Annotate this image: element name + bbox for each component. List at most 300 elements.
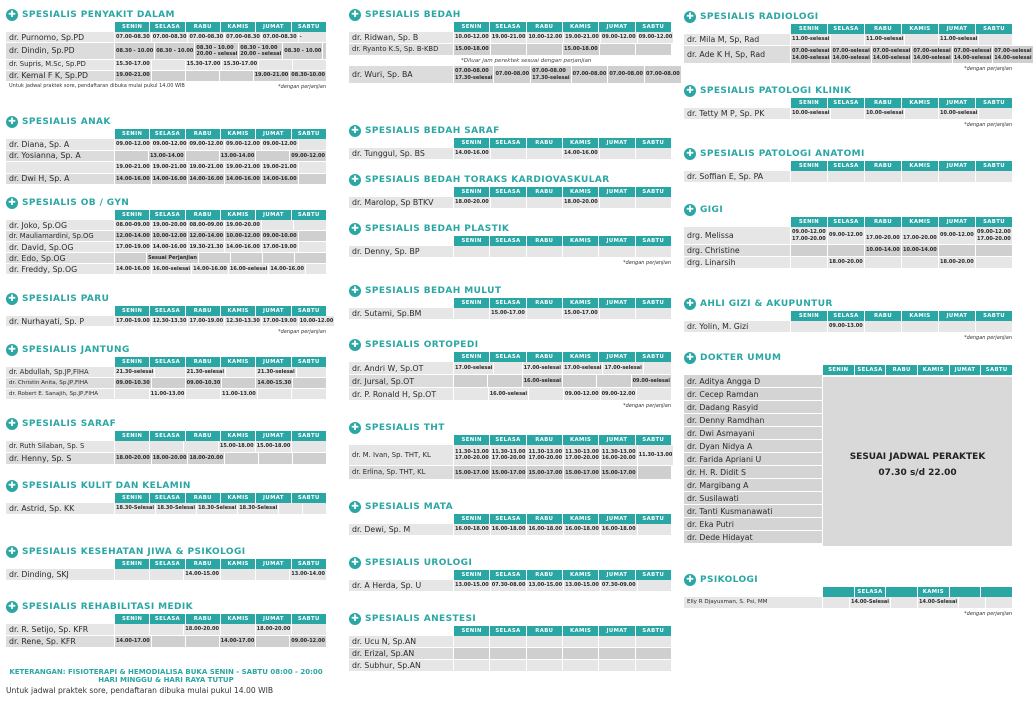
- section-title: SPESIALIS PENYAKIT DALAM: [22, 9, 175, 20]
- schedule-time: [226, 456, 257, 461]
- schedule-cell: [290, 569, 326, 580]
- day-header-0: SENIN: [454, 570, 489, 580]
- day-header-spacer: [6, 306, 114, 316]
- schedule-table: [349, 308, 671, 320]
- schedule-cell: [638, 445, 674, 465]
- day-header-3: KAMIS: [221, 210, 255, 220]
- schedule-time: [491, 651, 524, 656]
- schedule-cell: [256, 367, 295, 377]
- schedule-time: [300, 234, 325, 239]
- day-header-1: SELASA: [828, 217, 864, 227]
- day-header-3: KAMIS: [221, 22, 255, 32]
- schedule-cell: [293, 60, 326, 70]
- schedule-time: [866, 260, 900, 265]
- schedule-cell: [959, 597, 985, 608]
- schedule-time: [495, 366, 520, 371]
- day-header-1: SELASA: [828, 311, 864, 321]
- day-header-2: RABU: [527, 138, 562, 148]
- section-title: SPESIALIS SARAF: [22, 418, 117, 429]
- day-header-1: SELASA: [150, 493, 184, 503]
- doctor-name: dr. M. Ivan, Sp. THT, KL: [349, 445, 453, 465]
- schedule-time: 15.00-17.00: [491, 469, 526, 476]
- schedule-time: [116, 572, 148, 577]
- day-header-3: KAMIS: [918, 587, 949, 597]
- schedule-cell: [564, 524, 600, 535]
- schedule-cell: [115, 441, 149, 452]
- schedule-time: [296, 256, 325, 261]
- schedule-cell: [976, 321, 1012, 332]
- schedule-time: 14.00-16.00: [564, 150, 598, 157]
- schedule-table: [684, 34, 1032, 64]
- day-header-spacer: [6, 22, 114, 32]
- schedule-cell: [638, 466, 671, 479]
- note-row: [684, 64, 1012, 73]
- schedule-cell: [636, 636, 671, 647]
- day-header-3: KAMIS: [221, 614, 255, 624]
- table-row: [349, 148, 671, 160]
- day-header-spacer: [6, 210, 114, 220]
- doctor-name: dr. A Herda, Sp. U: [349, 580, 453, 591]
- schedule-time: 11.30-13.00: [638, 451, 673, 458]
- schedule-table: [6, 139, 326, 185]
- day-header-1: SELASA: [150, 129, 184, 139]
- schedule-cell: [597, 375, 630, 387]
- schedule-cell: [186, 636, 219, 647]
- doctor-name: dr. Soffian E, Sp. PA: [684, 171, 790, 182]
- schedule-time: 17.30-selesai: [455, 74, 493, 81]
- schedule-time: 14.00-15.30: [257, 379, 292, 386]
- schedule-cell: [454, 466, 490, 479]
- section-kulit: [6, 479, 326, 515]
- schedule-time: 09.00-12.00: [262, 141, 297, 148]
- schedule-cell: [638, 524, 671, 535]
- schedule-time: 08.30-10.00: [291, 72, 326, 79]
- schedule-time: 13.00-14.00: [220, 152, 255, 159]
- schedule-cell: [299, 32, 326, 42]
- schedule-time: 10.00-12.00: [455, 34, 489, 41]
- day-header-2: RABU: [186, 431, 220, 441]
- schedule-time: [601, 311, 634, 316]
- section-header: [6, 479, 326, 492]
- schedule-cell: [638, 32, 674, 43]
- schedule-time: 09.00-selesai: [632, 377, 670, 384]
- note-right: *dengan perjanjian: [964, 611, 1012, 617]
- schedule-time: 14.00-16.00: [262, 175, 297, 182]
- day-header-1: SELASA: [490, 138, 525, 148]
- schedule-cell: [527, 466, 563, 479]
- table-row: [349, 44, 671, 56]
- schedule-cell: [491, 445, 527, 465]
- schedule-time: 18.00-20.00: [940, 259, 974, 266]
- day-header-4: JUMAT: [256, 129, 290, 139]
- day-header-2: RABU: [186, 22, 220, 32]
- day-header-4: JUMAT: [599, 514, 634, 524]
- schedule-cell: [599, 246, 634, 257]
- day-header-4: JUMAT: [599, 435, 634, 445]
- section-header: [349, 556, 671, 569]
- schedule-time: [940, 324, 974, 329]
- schedule-time: [492, 151, 525, 156]
- schedule-time: 09.00-12.00: [792, 229, 826, 236]
- table-row: [6, 60, 326, 71]
- doctor-name: dr. Ruth Silaban, Sp. S: [6, 441, 114, 452]
- schedule-time: [528, 249, 561, 254]
- schedule-cell: [299, 174, 326, 185]
- schedule-time: [639, 470, 670, 475]
- schedule-time: 12.30-13.30: [152, 317, 187, 324]
- day-header-0: SENIN: [791, 311, 827, 321]
- doctor-name: dr. Subhur, Sp.AN: [349, 660, 453, 671]
- table-row: [6, 162, 326, 174]
- schedule-cell: [292, 389, 326, 399]
- medical-cross-icon: ✚: [6, 293, 18, 305]
- day-header-row: [349, 352, 671, 362]
- table-row: [6, 624, 326, 636]
- schedule-cell: [147, 253, 198, 263]
- schedule-time: 17.00-selesai: [604, 364, 642, 371]
- schedule-cell: [527, 445, 563, 465]
- doctor-name: dr. Kemal F K, Sp.PD: [6, 71, 114, 81]
- medical-cross-icon: ✚: [349, 223, 361, 235]
- schedule-cell: [563, 375, 596, 387]
- day-header-spacer: [349, 626, 453, 636]
- section-title: AHLI GIZI & AKUPUNTUR: [700, 298, 833, 309]
- day-header-2: RABU: [527, 298, 562, 308]
- schedule-time: 07.00-08.00: [646, 71, 680, 78]
- schedule-cell: [527, 524, 563, 535]
- schedule-cell: [953, 46, 992, 63]
- day-header-2: RABU: [186, 614, 220, 624]
- schedule-cell: [184, 624, 220, 635]
- schedule-cell: [152, 636, 185, 647]
- schedule-cell: [636, 246, 671, 257]
- schedule-time: [600, 651, 633, 656]
- medical-cross-icon: ✚: [684, 298, 696, 310]
- day-header-row: [6, 493, 326, 503]
- schedule-cell: [188, 316, 224, 326]
- note-row: [684, 609, 1012, 618]
- schedule-cell: [976, 245, 1012, 256]
- keterangan-line-1: KETERANGAN: FISIOTERAPI & HEMODIALISA BUKA SENIN - SABTU 08:00 - 20:00: [9, 668, 323, 676]
- schedule-time: 17.00-20.00: [528, 455, 563, 462]
- schedule-cell: [454, 660, 489, 671]
- day-header-3: KAMIS: [563, 514, 598, 524]
- schedule-time: [528, 311, 561, 316]
- schedule-cell: [256, 636, 289, 647]
- schedule-time: 16.00-selesai: [229, 265, 268, 272]
- day-header-3: KAMIS: [902, 217, 938, 227]
- schedule-time: 09.00-12.00: [977, 229, 1011, 236]
- day-header-row: [349, 22, 671, 32]
- schedule-time: 07.00-08.30: [116, 33, 150, 40]
- section-header: [6, 115, 326, 128]
- day-header-spacer: [684, 365, 822, 375]
- day-header-5: SABTU: [981, 365, 1012, 375]
- schedule-time: 18.30-Selesai: [157, 505, 196, 512]
- schedule-time: [156, 370, 183, 375]
- schedule-table: [6, 503, 326, 515]
- schedule-cell: [636, 660, 671, 671]
- schedule-time: 15.00-17.00: [564, 310, 598, 317]
- umum-box-line-1: SESUAI JADWAL PERAKTEK: [849, 452, 986, 462]
- schedule-cell: [150, 624, 184, 635]
- schedule-cell: [979, 34, 1012, 45]
- schedule-cell: [150, 569, 184, 580]
- day-header-4: JUMAT: [599, 570, 634, 580]
- day-header-row: [684, 161, 1012, 171]
- section-header: [349, 421, 671, 434]
- schedule-cell: [531, 66, 570, 83]
- section-umum: [684, 351, 1012, 544]
- table-row: [349, 466, 671, 480]
- schedule-cell: [600, 308, 635, 319]
- schedule-cell: [219, 441, 255, 452]
- schedule-cell: [564, 445, 600, 465]
- medical-cross-icon: ✚: [684, 352, 696, 364]
- section-obgyn: [6, 196, 326, 275]
- schedule-time: [232, 256, 261, 261]
- schedule-time: Sesuai Perjanjian: [148, 254, 197, 261]
- doctor-name: dr. Dinding, SKJ: [6, 569, 114, 580]
- schedule-time: 20.00 - selesai: [196, 50, 238, 57]
- schedule-time: 15.00-17.00: [491, 310, 525, 317]
- schedule-time: [492, 200, 525, 205]
- day-header-2: RABU: [186, 493, 220, 503]
- schedule-cell: [294, 220, 326, 230]
- schedule-time: [528, 200, 561, 205]
- schedule-cell: [115, 242, 151, 252]
- schedule-cell: [239, 43, 282, 59]
- schedule-cell: [563, 197, 599, 208]
- schedule-time: 19.00-20.00: [226, 221, 260, 228]
- table-row: [684, 34, 1012, 46]
- schedule-cell: [150, 441, 184, 452]
- schedule-time: [151, 572, 183, 577]
- span-note-row: [349, 56, 671, 66]
- doctor-name: dr. Erlina, Sp. THT, KL: [349, 466, 453, 479]
- medical-cross-icon: ✚: [684, 204, 696, 216]
- day-header-4: JUMAT: [939, 24, 975, 34]
- schedule-cell: [256, 569, 290, 580]
- table-row: [6, 367, 326, 378]
- schedule-time: [637, 47, 670, 52]
- section-ortopedi: [349, 338, 671, 410]
- section-header: [6, 600, 326, 613]
- schedule-time: 21.30-selesai: [257, 368, 295, 375]
- doctor-name: dr. Ade K H, Sp, Rad: [684, 46, 790, 63]
- section-anestesi: [349, 612, 671, 672]
- section-title: SPESIALIS MATA: [365, 501, 453, 512]
- schedule-time: 14.00-16.00: [116, 265, 150, 272]
- schedule-time: [903, 260, 937, 265]
- day-header-2: RABU: [527, 187, 562, 197]
- table-row: [6, 503, 326, 515]
- schedule-cell: [603, 362, 642, 374]
- day-header-spacer: [349, 236, 453, 246]
- schedule-cell: [831, 108, 864, 119]
- day-header-1: SELASA: [855, 365, 886, 375]
- schedule-cell: [454, 580, 490, 591]
- doctor-name: dr. H. R. Didit S: [684, 466, 822, 478]
- schedule-cell: [601, 32, 637, 43]
- day-header-4: JUMAT: [599, 187, 634, 197]
- schedule-time: 11.30-13.00: [455, 448, 489, 455]
- note-right: *dengan perjanjian: [623, 403, 671, 409]
- day-header-3: KAMIS: [563, 187, 598, 197]
- section-title: SPESIALIS BEDAH MULUT: [365, 285, 502, 296]
- schedule-time: 19.00-21.00: [116, 72, 150, 79]
- schedule-time: [637, 663, 670, 668]
- schedule-time: 14.00-Selesai: [850, 599, 890, 606]
- schedule-cell: [262, 242, 298, 252]
- schedule-time: 17.00-20.00: [565, 455, 599, 462]
- section-title: SPESIALIS BEDAH SARAF: [365, 125, 500, 136]
- day-header-5: SABTU: [292, 431, 326, 441]
- note-row: [684, 333, 1012, 342]
- section-tht: [349, 421, 671, 480]
- day-header-3: KAMIS: [902, 24, 938, 34]
- doctor-name: dr. Yosianna, Sp. A: [6, 151, 114, 162]
- day-header-5: SABTU: [292, 129, 326, 139]
- day-header-spacer: [6, 431, 114, 441]
- table-row: [684, 257, 1012, 269]
- day-header-5: SABTU: [636, 236, 671, 246]
- schedule-cell: [599, 636, 634, 647]
- schedule-table: [684, 321, 1012, 333]
- day-header-1: SELASA: [150, 614, 184, 624]
- schedule-time: 16.00-selesai: [489, 390, 528, 397]
- table-row: [349, 660, 671, 672]
- schedule-cell: [939, 245, 975, 256]
- schedule-time: 13.00-15.00: [528, 582, 563, 589]
- table-row: [684, 245, 1012, 257]
- schedule-time: 14.00-16.00: [152, 243, 187, 250]
- schedule-time: 09.00-12.00: [564, 390, 599, 397]
- schedule-cell: [188, 453, 224, 464]
- day-header-spacer: [684, 587, 822, 597]
- schedule-time: [530, 392, 562, 397]
- table-row: [6, 389, 326, 400]
- schedule-cell: [563, 246, 598, 257]
- section-title: SPESIALIS PARU: [22, 293, 110, 304]
- table-row: [6, 242, 326, 253]
- schedule-cell: [865, 257, 901, 268]
- section-bedah: [349, 8, 680, 84]
- doctor-name: dr. R. Setijo, Sp. KFR: [6, 624, 114, 635]
- day-header-2: RABU: [186, 559, 220, 569]
- schedule-time: [153, 381, 184, 386]
- doctor-name: dr. Dyan Nidya A: [684, 440, 822, 452]
- section-header: [684, 10, 1012, 23]
- day-header-1: SELASA: [150, 306, 184, 316]
- schedule-table: [349, 246, 671, 258]
- day-header-3: KAMIS: [918, 365, 949, 375]
- schedule-cell: [256, 624, 292, 635]
- schedule-time: [307, 267, 325, 272]
- schedule-time: 15.00-18.00: [455, 46, 489, 53]
- schedule-cell: [297, 367, 326, 377]
- schedule-time: [637, 151, 670, 156]
- day-header-spacer: [349, 435, 453, 445]
- schedule-cell: [295, 253, 326, 263]
- day-header-0: SENIN: [454, 514, 489, 524]
- schedule-cell: [563, 648, 598, 659]
- schedule-time: 18.30-Selesai: [116, 505, 155, 512]
- day-header-spacer: [684, 161, 790, 171]
- section-header: [6, 196, 326, 209]
- medical-cross-icon: ✚: [684, 11, 696, 23]
- schedule-cell: [529, 388, 563, 400]
- schedule-cell: [791, 171, 827, 182]
- schedule-time: [528, 663, 561, 668]
- day-header-2: RABU: [186, 129, 220, 139]
- day-header-5: SABTU: [636, 298, 671, 308]
- schedule-time: 17.00-19.00: [189, 317, 224, 324]
- schedule-time: 12.30-13.30: [226, 317, 260, 324]
- schedule-cell: [186, 151, 219, 162]
- day-header-5: SABTU: [976, 311, 1012, 321]
- schedule-cell: [636, 148, 671, 159]
- schedule-cell: [454, 66, 493, 83]
- doctor-name: dr. Denny, Sp. BP: [349, 246, 453, 257]
- day-header-2: RABU: [527, 626, 562, 636]
- schedule-table: [349, 636, 671, 672]
- schedule-cell: [262, 139, 298, 150]
- day-header-4: JUMAT: [599, 236, 634, 246]
- schedule-time: 19.00-21.00: [152, 164, 187, 171]
- schedule-time: [600, 249, 633, 254]
- schedule-time: [304, 506, 325, 511]
- schedule-time: [260, 456, 291, 461]
- schedule-time: 20.00 - selesai: [240, 50, 282, 57]
- schedule-cell: [563, 660, 598, 671]
- section-title: SPESIALIS BEDAH PLASTIK: [365, 223, 510, 234]
- section-gigi: [684, 203, 1012, 269]
- doctor-name: dr. Supris, M.Sc, Sp.PD: [6, 60, 114, 70]
- schedule-time: 15.00-17.00: [528, 469, 563, 476]
- day-header-4: JUMAT: [256, 306, 290, 316]
- day-header-0: SENIN: [115, 22, 149, 32]
- day-header-5: SABTU: [292, 614, 326, 624]
- schedule-cell: [601, 445, 637, 465]
- day-header-2: RABU: [527, 236, 562, 246]
- schedule-time: 11.30-13.00: [601, 448, 636, 455]
- schedule-time: 17.00-20.00: [866, 234, 900, 241]
- schedule-time: [645, 366, 670, 371]
- schedule-cell: [293, 378, 326, 388]
- schedule-time: 10.00-14.00: [866, 247, 900, 254]
- schedule-cell: [225, 32, 261, 42]
- schedule-cell: [115, 32, 151, 42]
- schedule-time: [116, 153, 147, 158]
- day-header-0: SENIN: [115, 431, 149, 441]
- schedule-cell: [527, 44, 562, 55]
- day-header-0: SENIN: [115, 614, 149, 624]
- schedule-cell: [891, 597, 917, 608]
- schedule-cell: [259, 60, 292, 70]
- schedule-cell: [939, 171, 975, 182]
- section-title: SPESIALIS RADIOLOGI: [700, 11, 819, 22]
- schedule-time: 17.00-20.00: [903, 234, 937, 241]
- note-row: [349, 258, 671, 267]
- medical-cross-icon: ✚: [6, 418, 18, 430]
- schedule-time: 14.00-selesai: [994, 54, 1032, 61]
- doctor-name: dr. Denny Ramdhan: [684, 414, 822, 426]
- schedule-time: 08.30 - 10.00: [156, 47, 194, 54]
- schedule-time: 18.00-20.00: [455, 199, 489, 206]
- day-header-4: JUMAT: [950, 365, 981, 375]
- schedule-cell: [865, 321, 901, 332]
